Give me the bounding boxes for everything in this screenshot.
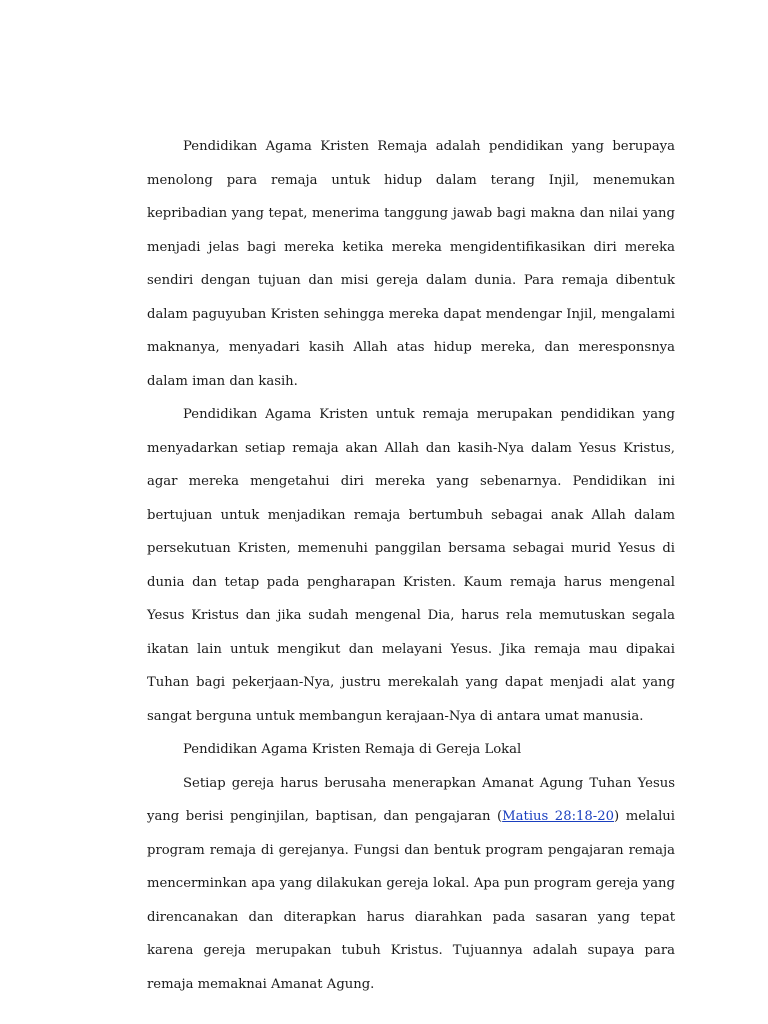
paragraph-gereja-lokal bbox=[147, 767, 675, 1002]
paragraph-pak-untuk-remaja: Pendidikan Agama Kristen untuk remaja merupakan pendidikan yang menyadarkan setiap remaja akan Allah dan kasih-Nya dalam Yesus Kristus, agar mereka mengetahui diri mereka yang sebenarnya. Pendidikan ini bertujuan untuk menjadikan remaja bertumbuh sebagai anak Allah dalam persekutuan Kristen, memenuhi panggilan bersama sebagai murid Yesus di dunia dan tetap pada pengharapan Kristen. Kaum remaja harus mengenal Yesus Kristus dan jika sudah mengenal Dia, harus rela memutuskan segala ikatan lain untuk mengikut dan melayani Yesus. Jika remaja mau dipakai Tuhan bagi pekerjaan-Nya, justru merekalah yang dapat menjadi alat yang sangat berguna untuk membangun kerajaan-Nya di antara umat manusia. bbox=[147, 407, 675, 724]
section-heading: Pendidikan Agama Kristen Remaja di Gereja Lokal bbox=[183, 742, 522, 757]
paragraph-text-after-link: ) melalui program remaja di gerejanya. Fungsi dan bentuk program pengajaran remaja mencerminkan apa yang dilakukan gereja lokal. Apa pun program gereja yang direncanakan dan diterapkan harus diarahkan pada sasaran yang tepat karena gereja merupakan tubuh Kristus. Tujuannya adalah supaya para remaja memaknai Amanat Agung. bbox=[147, 809, 676, 992]
document-body bbox=[147, 130, 675, 1001]
scripture-link[interactable]: Matius 28:18-20 bbox=[502, 809, 615, 824]
paragraph-text-before-link: Setiap gereja harus berusaha menerapkan Amanat Agung Tuhan Yesus yang berisi penginjilan, baptisan, dan pengajaran ( bbox=[147, 775, 675, 824]
paragraph-pak-remaja-definition: Pendidikan Agama Kristen Remaja adalah pendidikan yang berupaya menolong para remaja untuk hidup dalam terang Injil, menemukan kepribadian yang tepat, menerima tanggung jawab bagi makna dan nilai yang menjadi jelas bagi mereka ketika mereka mengidentifikasikan diri mereka sendiri dengan tujuan dan misi gereja dalam dunia. Para remaja dibentuk dalam paguyuban Kristen sehingga mereka dapat mendengar Injil, mengalami maknanya, menyadari kasih Allah atas hidup mereka, dan meresponsnya dalam iman dan kasih. bbox=[147, 139, 675, 389]
